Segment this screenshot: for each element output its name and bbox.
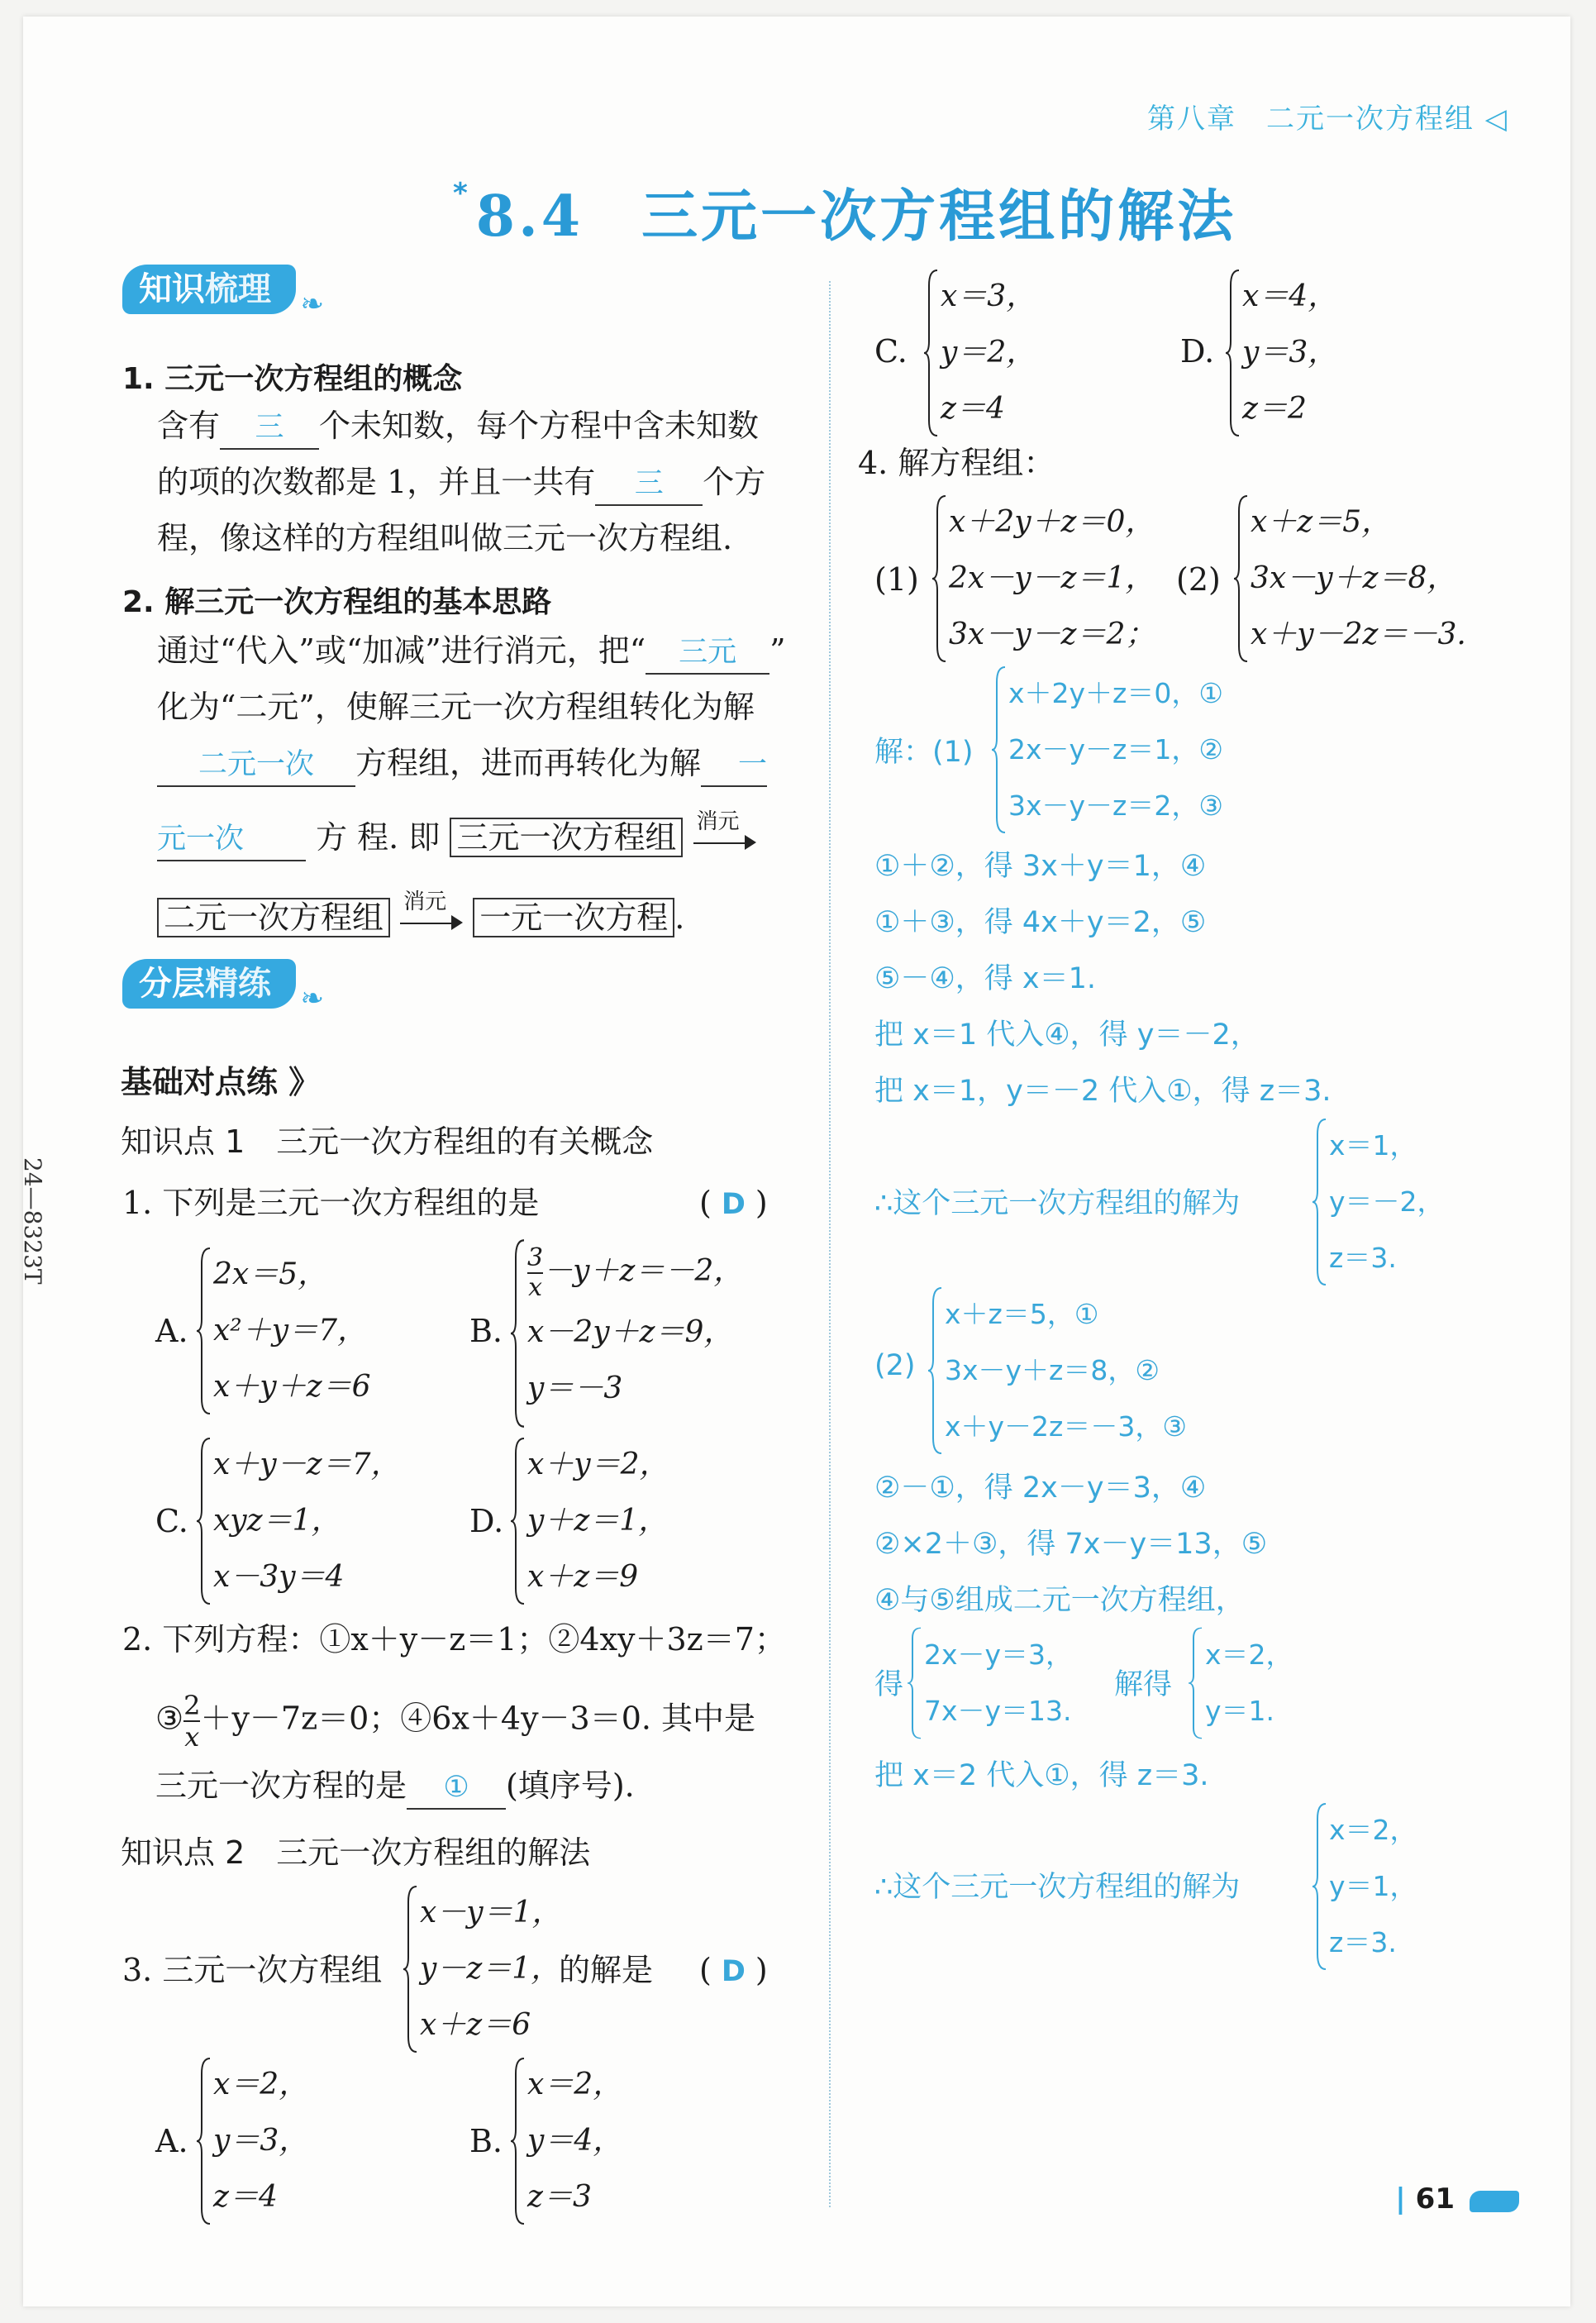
box-three-var: 三元一次方程组 xyxy=(450,818,683,857)
option-C-label: C. xyxy=(155,1503,188,1539)
chapter-header: 第八章 二元一次方程组 ◁ xyxy=(1147,103,1508,136)
q4-part-2-system: x＋z＝5， 3x－y＋z＝8， x＋y－2z＝－3. xyxy=(1234,494,1466,663)
solution-2-step-2: ②×2＋③，得 7x－y＝13，⑤ xyxy=(874,1528,1268,1561)
solution-2-step-3: ④与⑤组成二元一次方程组， xyxy=(874,1584,1245,1617)
q3-option-B-label: B. xyxy=(469,2123,503,2159)
idea-line-4: 元一次 方 程. 即 三元一次方程组 消元 xyxy=(157,817,756,861)
knowledge-point-1: 知识点 1 三元一次方程组的有关概念 xyxy=(121,1123,654,1160)
q4-part-1-system: x＋2y＋z＝0， 2x－y－z＝1， 3x－y－z＝2； xyxy=(932,494,1155,663)
section-title-text: 三元一次方程组的解法 xyxy=(641,184,1237,250)
page-decoration xyxy=(1470,2191,1519,2212)
q3-option-B-system: x＝2， y＝4， z＝3 xyxy=(511,2057,622,2225)
idea-line-2: 化为“二元”，使解三元一次方程组转化为解 xyxy=(157,689,755,725)
solution-2-solve: 解得 xyxy=(1114,1668,1173,1701)
idea-line-1: 通过“代入”或“加减”进行消元，把“ 三元 ” xyxy=(157,630,786,675)
question-3: 3. 三元一次方程组 xyxy=(122,1952,383,1988)
option-D-label: D. xyxy=(469,1503,504,1539)
solution-1-step-3: ⑤－④，得 x＝1. xyxy=(874,962,1096,995)
answer-blank: ① xyxy=(407,1767,506,1810)
optional-star: * xyxy=(453,177,471,210)
knowledge-badge: 知识梳理 ❧ xyxy=(122,265,296,314)
solution-1-system: x＋2y＋z＝0，① 2x－y－z＝1，② 3x－y－z＝2，③ xyxy=(992,665,1223,834)
question-4: 4. 解方程组： xyxy=(858,445,1055,481)
solution-2-answer: x＝2， y＝1， z＝3. xyxy=(1313,1802,1417,1971)
page-number: | 61 xyxy=(1395,2182,1455,2216)
q4-part-1-label: (1) xyxy=(874,561,919,598)
basic-practice-heading: 基础对点练 》 xyxy=(121,1064,321,1100)
knowledge-point-2: 知识点 2 三元一次方程组的解法 xyxy=(121,1834,591,1871)
answer-blank: 三 xyxy=(220,407,319,450)
option-C-system: x＋y－z＝7， xyz＝1， x－3y＝4 xyxy=(197,1437,401,1605)
solution-2-step-1: ②－①，得 2x－y＝3，④ xyxy=(874,1472,1207,1505)
solution-2-conclusion: ∴这个三元一次方程组的解为 xyxy=(874,1871,1241,1904)
solution-1-step-4: 把 x＝1 代入④，得 y＝－2， xyxy=(874,1018,1260,1052)
question-3-suffix: 的解是 xyxy=(559,1952,654,1988)
concept-line-3: 程，像这样的方程组叫做三元一次方程组. xyxy=(157,520,733,556)
idea-line-3: 二元一次 方程组，进而再转化为解 一 xyxy=(157,742,767,787)
q3-option-A-system: x＝2， y＝3， z＝4 xyxy=(197,2057,308,2225)
section-number: 8.4 xyxy=(475,184,584,250)
section-title xyxy=(453,172,1236,252)
side-code: 24—8323T xyxy=(19,1157,46,1285)
question-3-system: x－y＝1， y－z＝1， x＋z＝6 xyxy=(403,1885,562,2053)
solution-2-label: (2) xyxy=(874,1349,916,1382)
answer-blank: 三元 xyxy=(646,632,769,675)
question-1: 1. 下列是三元一次方程组的是 xyxy=(122,1185,540,1221)
solution-2-get: 得 xyxy=(874,1668,904,1701)
option-A-system: 2x＝5， x²＋y＝7， x＋y＋z＝6 xyxy=(197,1247,371,1415)
answer-blank: 二元一次 xyxy=(157,744,355,787)
concept-line-2: 的项的次数都是 1，并且一共有 三 个方 xyxy=(157,461,765,506)
solution-2-pair-result: x＝2， y＝1. xyxy=(1189,1627,1293,1739)
option-A-label: A. xyxy=(155,1313,188,1349)
answer-blank: 元一次 xyxy=(157,818,306,861)
q3-option-D-label: D. xyxy=(1180,333,1215,370)
question-2-line-3: 三元一次方程的是 ① (填序号). xyxy=(155,1765,635,1810)
page xyxy=(19,17,1570,2306)
question-2-line-1: 2. 下列方程：①x＋y－z＝1；②4xy＋3z＝7； xyxy=(122,1621,786,1658)
q3-option-D-system: x＝4， y＝3， z＝2 xyxy=(1226,269,1337,437)
option-B-label: B. xyxy=(469,1313,503,1349)
solution-1-conclusion: ∴这个三元一次方程组的解为 xyxy=(874,1187,1241,1220)
answer-blank: 一 xyxy=(701,744,767,787)
leaf-icon: ❧ xyxy=(300,288,324,321)
box-one-var: 一元一次方程 xyxy=(473,898,674,937)
option-B-system: $\frac{3}{x}$ －y＋z＝－2， x－2y＋z＝9， y＝－3 xyxy=(511,1238,743,1429)
q3-option-A-label: A. xyxy=(155,2123,188,2159)
q3-option-C-system: x＝3， y＝2， z＝4 xyxy=(924,269,1036,437)
solution-1-answer: x＝1， y＝－2， z＝3. xyxy=(1313,1118,1445,1286)
solution-label: 解：(1) xyxy=(874,736,974,769)
solution-2-substitute: 把 x＝2 代入①，得 z＝3. xyxy=(874,1759,1209,1792)
box-two-var: 二元一次方程组 xyxy=(157,898,390,937)
question-3-answer: ( D ) xyxy=(699,1952,768,1988)
solution-2-pair: 2x－y＝3， 7x－y＝13. xyxy=(908,1627,1073,1739)
elimination-arrow: 消元 xyxy=(400,903,463,939)
q4-part-2-label: (2) xyxy=(1176,561,1221,598)
elimination-arrow: 消元 xyxy=(693,823,756,859)
column-divider xyxy=(829,281,831,2207)
option-D-system: x＋y＝2， y＋z＝1， x＋z＝9 xyxy=(511,1437,669,1605)
concept-heading: 1. 三元一次方程组的概念 xyxy=(122,362,463,396)
question-2-line-2: ③ $\frac{2}{x}$ ＋y－7z＝0；④6x＋4y－3＝0. 其中是 xyxy=(155,1690,756,1753)
leaf-icon: ❧ xyxy=(300,982,324,1015)
solution-2-system: x＋z＝5，① 3x－y＋z＝8，② x＋y－2z＝－3，③ xyxy=(928,1286,1187,1455)
concept-line-1: 含有 三 个未知数，每个方程中含未知数 xyxy=(157,405,759,450)
idea-heading: 2. 解三元一次方程组的基本思路 xyxy=(122,585,552,619)
solution-1-step-1: ①＋②，得 3x＋y＝1，④ xyxy=(874,850,1207,883)
practice-badge: 分层精练 ❧ xyxy=(122,959,296,1009)
answer-blank: 三 xyxy=(595,463,703,506)
idea-line-5: 二元一次方程组 消元 一元一次方程 . xyxy=(157,897,684,939)
solution-1-step-2: ①＋③，得 4x＋y＝2，⑤ xyxy=(874,906,1207,939)
q3-option-C-label: C. xyxy=(874,333,908,370)
solution-1-step-5: 把 x＝1，y＝－2 代入①，得 z＝3. xyxy=(874,1075,1332,1108)
question-1-answer: ( D ) xyxy=(699,1185,768,1221)
